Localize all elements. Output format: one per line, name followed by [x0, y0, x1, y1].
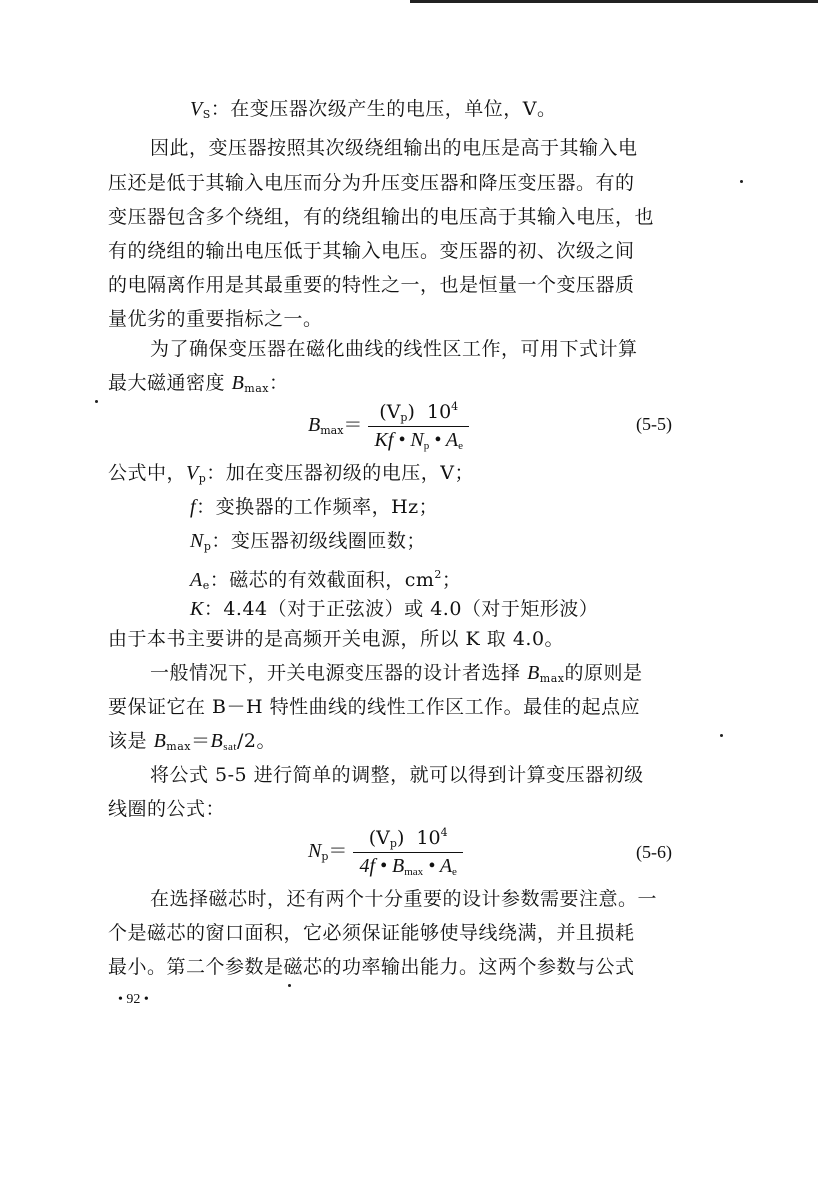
definition-np: $N_p$：变压器初级线圈匝数； [190, 530, 426, 553]
paragraph-line: 因此，变压器按照其次级绕组输出的电压是高于其输入电 [150, 137, 638, 159]
paragraph-line: 的电隔离作用是其最重要的特性之一，也是恒量一个变压器质 [108, 274, 635, 296]
top-rule [410, 0, 818, 3]
scan-speck [288, 984, 291, 987]
paragraph-line: 变压器包含多个绕组，有的绕组输出的电压高于其输入电压，也 [108, 206, 655, 228]
paragraph-line: 线圈的公式： [108, 798, 226, 820]
paragraph-line: 一般情况下，开关电源变压器的设计者选择 $B_{max}$的原则是 [150, 662, 643, 685]
definition-k: K：4.44（对于正弦波）或 4.0（对于矩形波） [190, 598, 599, 620]
paragraph-line: 最小。第二个参数是磁芯的功率输出能力。这两个参数与公式 [108, 956, 635, 978]
paragraph-line: 由于本书主要讲的是高频开关电源，所以 K 取 4.0。 [108, 628, 565, 650]
paragraph-line: 将公式 5-5 进行简单的调整，就可以得到计算变压器初级 [150, 764, 644, 786]
scan-speck [740, 180, 743, 183]
equation-number: (5-5) [636, 414, 672, 434]
paragraph-line: 在选择磁芯时，还有两个十分重要的设计参数需要注意。一 [150, 888, 658, 910]
paragraph-line: 量优劣的重要指标之一。 [108, 308, 323, 330]
fraction: $\frac{(V_p) 10^4}{4f • B_{max} • A_e}$ [353, 826, 462, 878]
scan-speck [95, 400, 98, 403]
equation-number: (5-6) [636, 842, 672, 862]
paragraph-line: 有的绕组的输出电压低于其输入电压。变压器的初、次级之间 [108, 240, 635, 262]
definition-vp: 公式中，$V_p$：加在变压器初级的电压，V； [108, 462, 475, 485]
paragraph-line: 为了确保变压器在磁化曲线的线性区工作，可用下式计算 [150, 338, 638, 360]
definition-f: f：变换器的工作频率，Hz； [190, 496, 439, 518]
paragraph-line: 个是磁芯的窗口面积，它必须保证能够使导线绕满，并且损耗 [108, 922, 635, 944]
paragraph-line: 该是 $B_{max}=B_{sat}/2$。 [108, 730, 276, 753]
page-number: • 92 • [118, 992, 149, 1007]
equation-5-6: $N_p=$ $\frac{(V_p) 10^4}{4f • B_{max} • A_e}$ [308, 826, 463, 878]
paragraph-line: 最大磁通密度 $B_{max}$： [108, 372, 289, 395]
scan-speck [720, 734, 723, 737]
vs-definition: $V_S$：在变压器次级产生的电压，单位，V。 [190, 98, 557, 121]
definition-ae: $A_e$：磁芯的有效截面积，$cm^2$； [190, 568, 462, 592]
paragraph-line: 要保证它在 B－H 特性曲线的线性工作区工作。最佳的起点应 [108, 696, 641, 718]
equation-5-5: $B_{max}=$ $\frac{(V_p) 10^4}{Kf • N_p • A_e}$ [308, 400, 469, 452]
paragraph-line: 压还是低于其输入电压而分为升压变压器和降压变压器。有的 [108, 172, 635, 194]
fraction: $\frac{(V_p) 10^4}{Kf • N_p • A_e}$ [368, 400, 469, 452]
